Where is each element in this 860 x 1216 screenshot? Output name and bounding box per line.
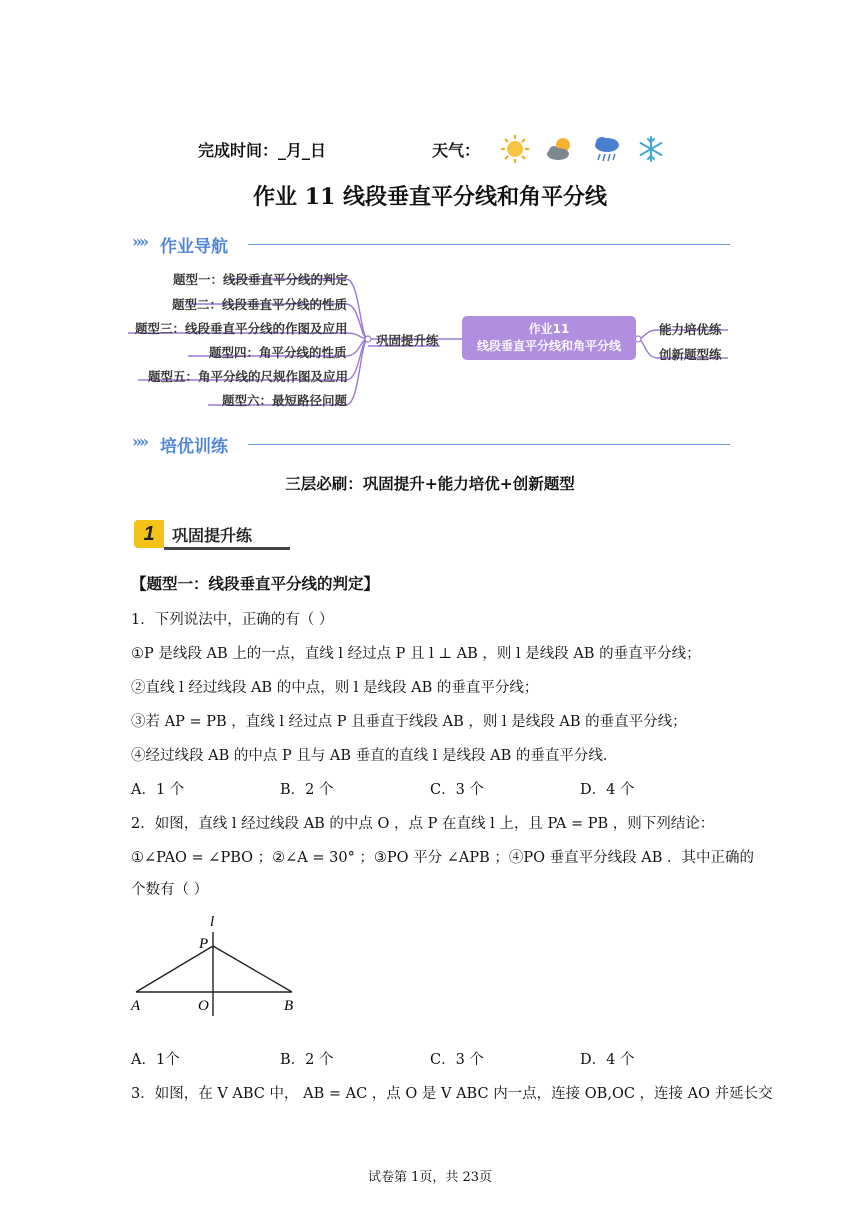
- center-node-line1: 作业11: [528, 322, 570, 336]
- q1-option-b: B．2 个: [280, 782, 334, 798]
- partly-cloudy-icon: [545, 134, 575, 164]
- q2-stem: 2．如图，直线 l 经过线段 AB 的中点 O ，点 P 在直线 l 上，且 PA = PB ，则下列结论：: [131, 816, 715, 832]
- figure-label-p: P: [199, 936, 209, 952]
- nav-section-divider: [248, 244, 730, 245]
- weather-label: 天气：: [432, 141, 481, 160]
- mindmap-topic-3: 题型三：线段垂直平分线的作图及应用: [135, 321, 348, 336]
- page-footer: 试卷第 1页，共 23页: [367, 1170, 493, 1185]
- figure-label-o: O: [198, 998, 209, 1014]
- q2-option-a: A．1个: [131, 1052, 180, 1068]
- nav-section-label: 作业导航: [160, 237, 228, 257]
- rain-icon: [592, 134, 622, 164]
- q2-conclusions: ①∠PAO = ∠PBO ；②∠A = 30° ；③PO 平分 ∠APB ；④PO 垂直平分线段 AB ．其中正确的: [131, 850, 755, 866]
- q1-option-d: D．4 个: [580, 782, 635, 798]
- q1-option-c: C．3 个: [430, 782, 484, 798]
- section-number-badge: 1: [134, 520, 164, 548]
- q1-statement-2: ②直线 l 经过线段 AB 的中点，则 l 是线段 AB 的垂直平分线；: [131, 680, 539, 696]
- q1-stem: 1．下列说法中，正确的有（ ）: [131, 612, 334, 628]
- double-chevron-icon: »»: [132, 232, 146, 251]
- q2-option-d: D．4 个: [580, 1052, 635, 1068]
- double-chevron-icon: »»: [132, 432, 146, 451]
- q2-option-b: B．2 个: [280, 1052, 334, 1068]
- snowflake-icon: [636, 134, 666, 164]
- q3-stem: 3．如图，在 V ABC 中， AB = AC ，点 O 是 V ABC 内一点，连接 OB,OC ，连接 AO 并延长交: [131, 1086, 773, 1102]
- mindmap-right-item-2: 创新题型练: [659, 347, 722, 362]
- q1-statement-4: ④经过线段 AB 的中点 P 且与 AB 垂直的直线 l 是线段 AB 的垂直平分线．: [131, 748, 618, 764]
- figure-label-a: A: [131, 998, 141, 1014]
- section-1-heading: [134, 520, 290, 550]
- mindmap-hub: 巩固提升练: [376, 333, 439, 348]
- completion-time: 完成时间：_月_日: [198, 141, 327, 160]
- training-section-bar: [130, 430, 730, 456]
- page-title: 作业 11 线段垂直平分线和角平分线: [253, 184, 607, 210]
- q2-figure: [126, 910, 306, 1020]
- q2-stem-end: 个数有（ ）: [131, 882, 209, 898]
- mindmap-right-item-1: 能力培优练: [659, 322, 722, 337]
- q2-option-c: C．3 个: [430, 1052, 484, 1068]
- q1-option-a: A．1 个: [131, 782, 185, 798]
- section-1-underline: [164, 547, 290, 550]
- mindmap-topic-6: 题型六：最短路径问题: [222, 393, 348, 408]
- q1-statement-3: ③若 AP = PB ，直线 l 经过点 P 且垂直于线段 AB ，则 l 是线段 AB 的垂直平分线；: [131, 714, 687, 730]
- mindmap-topic-4: 题型四：角平分线的性质: [209, 345, 347, 360]
- training-section-divider: [248, 444, 730, 445]
- figure-label-l: l: [210, 914, 215, 930]
- three-layer-subtitle: 三层必刷：巩固提升+能力培优+创新题型: [285, 474, 575, 493]
- figure-label-b: B: [284, 998, 294, 1014]
- mindmap-center-node: [462, 316, 636, 360]
- center-node-line2: 线段垂直平分线和角平分线: [476, 339, 621, 353]
- training-section-label: 培优训练: [160, 437, 228, 457]
- mindmap-topic-5: 题型五：角平分线的尺规作图及应用: [148, 369, 349, 384]
- sun-icon: [500, 134, 530, 164]
- topic-1-heading: 【题型一：线段垂直平分线的判定】: [131, 574, 380, 593]
- q1-statement-1: ①P 是线段 AB 上的一点，直线 l 经过点 P 且 l ⊥ AB ，则 l 是线段 AB 的垂直平分线；: [131, 646, 701, 662]
- mindmap-topic-2: 题型二：线段垂直平分线的性质: [172, 297, 348, 312]
- section-1-label: 巩固提升练: [172, 526, 253, 545]
- nav-section-bar: [130, 230, 730, 256]
- mindmap-topic-1: 题型一：线段垂直平分线的判定: [173, 272, 349, 287]
